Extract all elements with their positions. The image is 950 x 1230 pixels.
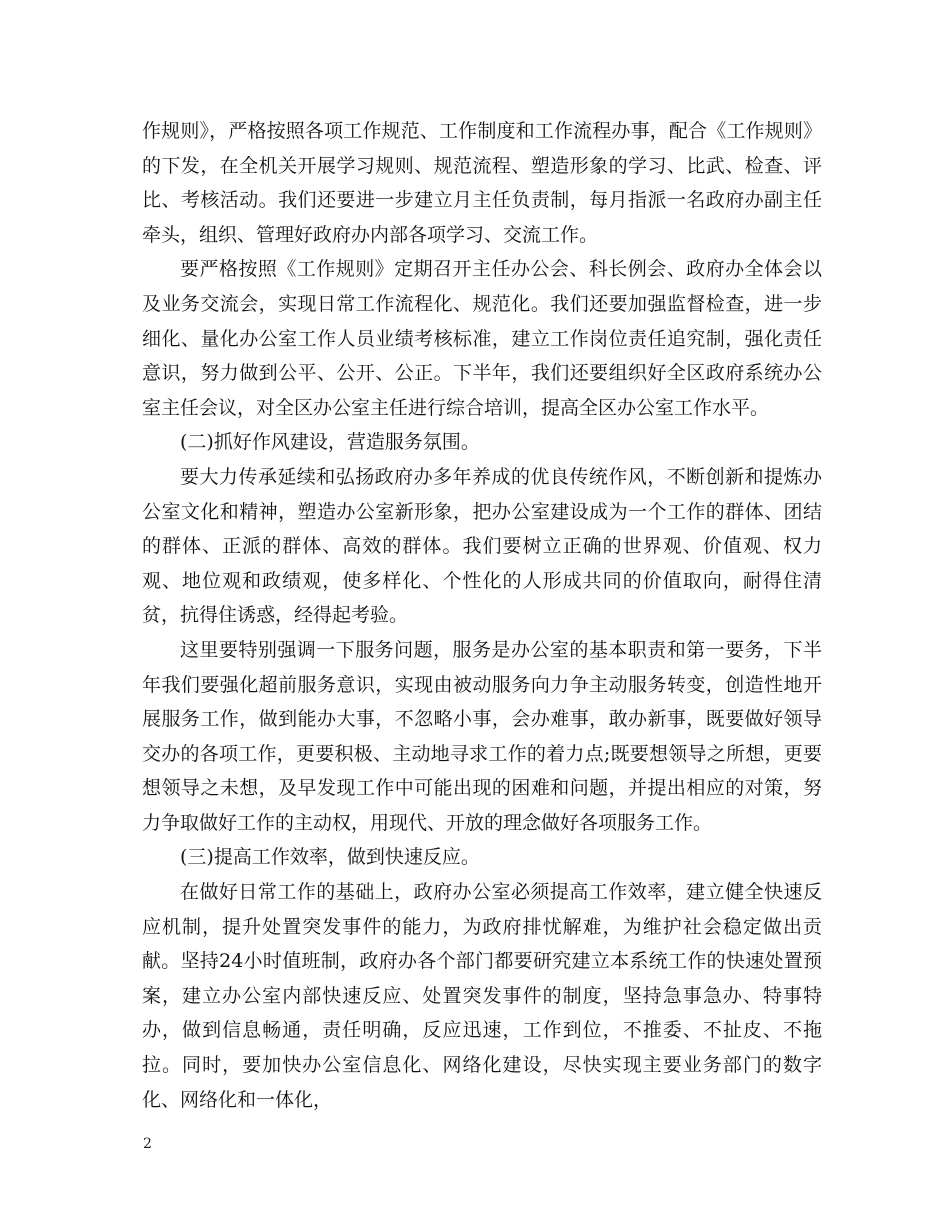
paragraph-continuation: 作规则》，严格按照各项工作规范、工作制度和工作流程办事，配合《工作规则》的下发，在全机关开展学习规则、规范流程、塑造形象的学习、比武、检查、评比、考核活动。我们还要进一步建立月主任负责制，每月指派一名政府办副主任牵头，组织、管理好政府办内部各项学习、交流工作。 bbox=[142, 120, 822, 246]
page-number: 2 bbox=[143, 1136, 152, 1152]
paragraph: 要严格按照《工作规则》定期召开主任办公会、科长例会、政府办全体会以及业务交流会，实现日常工作流程化、规范化。我们还要加强监督检查，进一步细化、量化办公室工作人员业绩考核标准，建立工作岗位责任追究制，强化责任意识，努力做到公平、公开、公正。下半年，我们还要组织好全区政府系统办公室主任会议，对全区办公室主任进行综合培训，提高全区办公室工作水平。 bbox=[142, 258, 822, 419]
paragraph: 在做好日常工作的基础上，政府办公室必须提高工作效率，建立健全快速反应机制，提升处置突发事件的能力，为政府排忧解难，为维护社会稳定做出贡献。坚持24小时值班制，政府办各个部门都要研究建立本系统工作的快速处置预案，建立办公室内部快速反应、处置突发事件的制度，坚持急事急办、特事特办，做到信息畅通，责任明确，反应迅速，工作到位，不推委、不扯皮、不拖拉。同时，要加快办公室信息化、网络化建设，尽快实现主要业务部门的数字化、网络化和一体化， bbox=[142, 881, 822, 1111]
document-body bbox=[142, 114, 822, 1117]
section-heading: (三)提高工作效率，做到快速反应。 bbox=[180, 846, 480, 869]
paragraph: 这里要特别强调一下服务问题，服务是办公室的基本职责和第一要务，下半年我们要强化超前服务意识，实现由被动服务向力争主动服务转变，创造性地开展服务工作，做到能办大事，不忽略小事，会办难事，敢办新事，既要做好领导交办的各项工作，更要积极、主动地寻求工作的着力点;既要想领导之所想，更要想领导之未想，及早发现工作中可能出现的困难和问题，并提出相应的对策，努力争取做好工作的主动权，用现代、开放的理念做好各项服务工作。 bbox=[142, 638, 822, 834]
section-heading: (二)抓好作风建设，营造服务氛围。 bbox=[180, 431, 480, 454]
paragraph: 要大力传承延续和弘扬政府办多年养成的优良传统作风，不断创新和提炼办公室文化和精神，塑造办公室新形象，把办公室建设成为一个工作的群体、团结的群体、正派的群体、高效的群体。我们要树立正确的世界观、价值观、权力观、地位观和政绩观，使多样化、个性化的人形成共同的价值取向，耐得住清贫，抗得住诱惑，经得起考验。 bbox=[142, 465, 822, 627]
